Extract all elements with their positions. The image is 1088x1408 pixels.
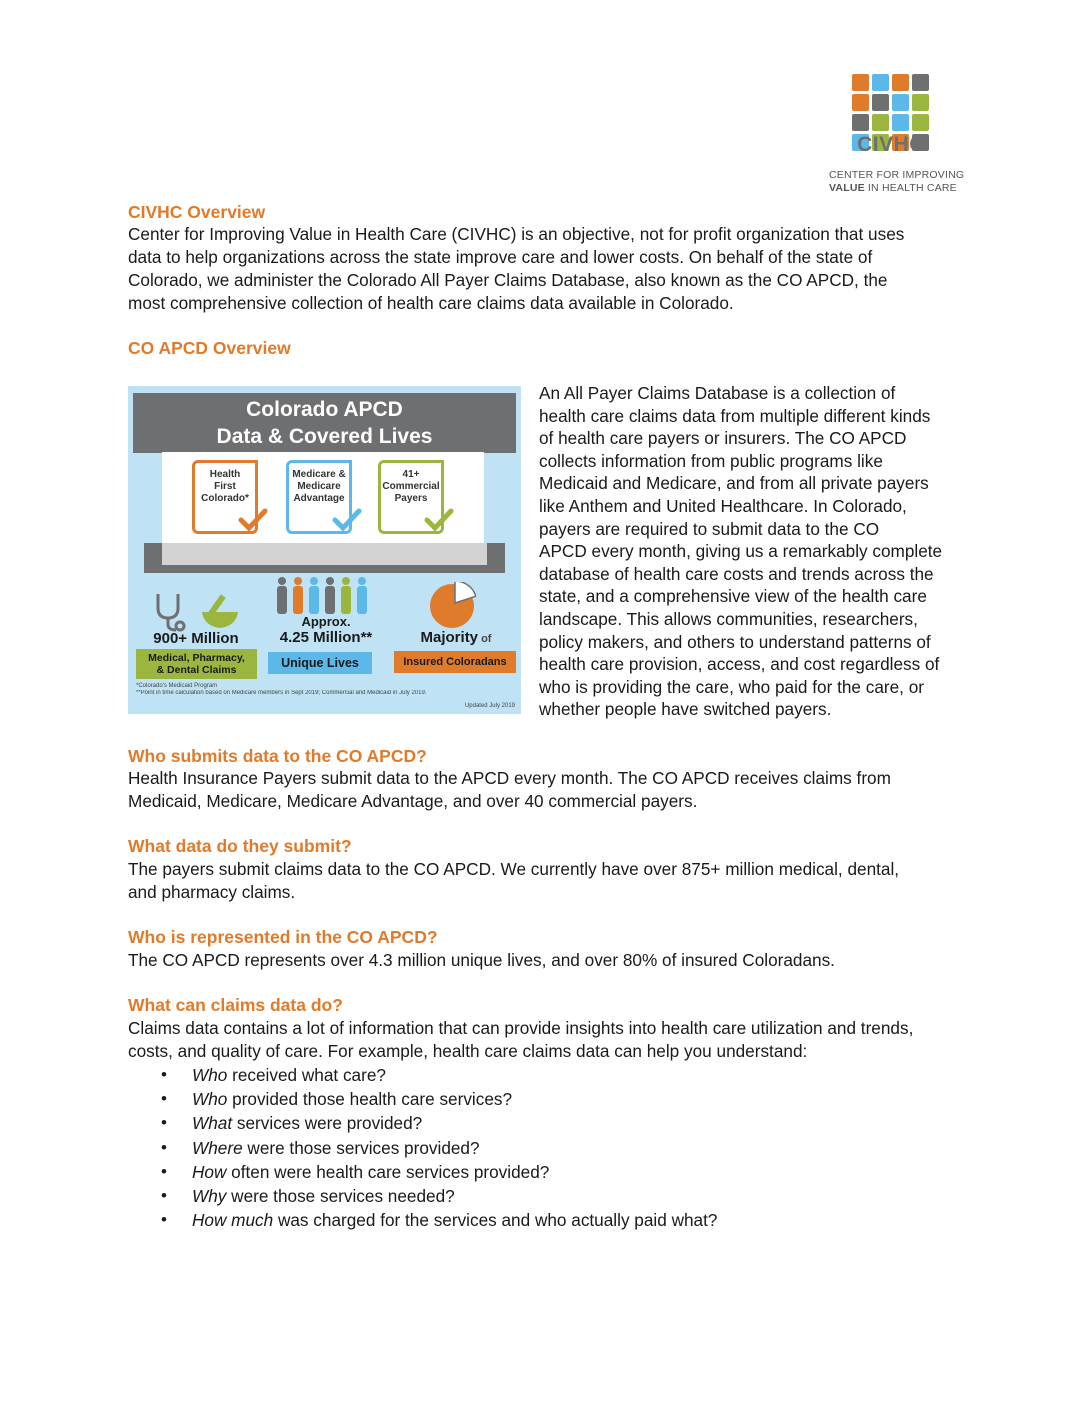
text-line: of health care payers or insurers. The CO APCD <box>539 428 907 449</box>
infographic-footnote-1: *Colorado's Medicaid Program <box>136 683 218 689</box>
text-line: The payers submit claims data to the CO APCD. We currently have over 875+ million medical, dental, <box>128 859 900 879</box>
list-item <box>128 1184 717 1208</box>
stat-claims-value: 900+ Million <box>153 630 239 647</box>
list-item <box>128 1160 717 1184</box>
text-line: state, and a comprehensive view of the health care <box>539 586 927 607</box>
apcd-overview-text <box>539 382 942 721</box>
card-text: Colorado* <box>201 493 249 504</box>
list-item-text: services were provided? <box>232 1113 423 1134</box>
list-item-emphasis: How much <box>192 1210 274 1231</box>
list-item <box>128 1087 717 1111</box>
mortar-pestle-icon <box>200 592 240 632</box>
logo-square <box>912 114 929 131</box>
what-data-text <box>128 858 899 904</box>
logo-square <box>872 94 889 111</box>
claims-do-heading: What can claims data do? <box>128 995 343 1015</box>
card-text: 41+ <box>402 469 420 480</box>
who-submits-text <box>128 767 891 813</box>
stat-lives-value: 4.25 Million** <box>279 629 373 646</box>
stethoscope-icon <box>152 592 188 632</box>
text-line: health care provision, access, and cost regardless of <box>539 654 940 675</box>
card-text: Medicare & <box>292 469 346 480</box>
list-item-text: were those services needed? <box>226 1186 455 1207</box>
stat-claims-label <box>136 649 257 679</box>
payer-cards <box>162 452 484 544</box>
list-item <box>128 1136 717 1160</box>
list-item-text: was charged for the services and who actually paid what? <box>273 1210 718 1231</box>
text-line: An All Payer Claims Database is a collection of <box>539 383 896 403</box>
logo-square <box>912 94 929 111</box>
text-line: costs, and quality of care. For example, health care claims data can help you understand: <box>128 1041 808 1061</box>
divider-bar-inner <box>162 543 487 565</box>
logo-square <box>892 74 909 91</box>
logo-square <box>872 114 889 131</box>
logo-square <box>892 94 909 111</box>
list-item-emphasis: How <box>192 1161 227 1182</box>
stat-lives-pre: Approx. <box>301 614 351 629</box>
text-line: policy makers, and others to understand patterns of <box>539 631 931 652</box>
stat-majority-value <box>394 629 518 646</box>
text-line: data to help organizations across the state improve care and lower costs. On behalf of the state of <box>128 247 873 267</box>
logo-tagline-rest: IN HEALTH CARE <box>864 182 957 194</box>
civhc-overview-heading: CIVHC Overview <box>128 202 266 222</box>
check-icon <box>238 508 268 532</box>
logo-square <box>912 74 929 91</box>
people-icon <box>274 576 370 616</box>
logo-wordmark: CIVHC <box>857 133 925 156</box>
stat-claims-label-line: Medical, Pharmacy, <box>148 652 245 664</box>
text-line: Claims data contains a lot of information that can provide insights into health care utilization and trends, <box>128 1018 914 1038</box>
text-line: Medicaid and Medicare, and from all private payers <box>539 473 929 494</box>
logo-square <box>852 94 869 111</box>
list-item-emphasis: Who <box>192 1089 228 1110</box>
list-item-emphasis: Who <box>192 1065 228 1085</box>
text-line: like Anthem and United Healthcare. In Colorado, <box>539 495 907 516</box>
text-line: Center for Improving Value in Health Care (CIVHC) is an objective, not for profit organization that uses <box>128 224 905 244</box>
list-item <box>128 1208 717 1232</box>
logo-square <box>892 114 909 131</box>
text-line: Colorado, we administer the Colorado All Payer Claims Database, also known as the CO APCD, the <box>128 270 888 290</box>
list-item-text: often were health care services provided? <box>226 1161 550 1182</box>
logo-tagline-2 <box>829 182 957 194</box>
infographic-title <box>133 393 516 453</box>
text-line: Medicaid, Medicare, Medicare Advantage, and over 40 commercial payers. <box>128 791 698 811</box>
logo-tagline-bold: VALUE <box>829 182 865 194</box>
check-icon <box>332 508 362 532</box>
stat-claims-label-line: & Dental Claims <box>156 664 237 676</box>
infographic-title-line2: Data & Covered Lives <box>216 425 433 448</box>
who-submits-heading: Who submits data to the CO APCD? <box>128 746 427 766</box>
majority-pie-icon <box>428 582 476 630</box>
logo-square <box>852 74 869 91</box>
text-line: database of health care costs and trends across the <box>539 563 934 584</box>
text-line: most comprehensive collection of health care claims data available in Colorado. <box>128 293 734 313</box>
card-text: Advantage <box>293 493 345 504</box>
list-item <box>128 1111 717 1135</box>
what-data-heading: What data do they submit? <box>128 836 352 856</box>
infographic-footnote-2: **Point in time calculation based on Medicare members in Sept 2019; Commercial and Medicaid in July 2019. <box>136 690 427 696</box>
text-line: health care claims data from multiple different kinds <box>539 405 931 426</box>
list-item-emphasis: What <box>192 1113 233 1134</box>
logo-tagline-1: CENTER FOR IMPROVING <box>829 169 965 181</box>
apcd-infographic <box>128 386 521 714</box>
card-text: First <box>214 481 236 492</box>
infographic-title-line1: Colorado APCD <box>246 398 403 421</box>
apcd-overview-heading: CO APCD Overview <box>128 338 291 358</box>
list-item-text: received what care? <box>227 1065 386 1085</box>
text-line: whether people have switched payers. <box>539 699 832 720</box>
civhc-overview-text <box>128 223 904 315</box>
list-item-emphasis: Why <box>192 1186 227 1207</box>
stat-majority-suffix: of <box>478 633 492 645</box>
claims-do-text <box>128 1017 913 1063</box>
who-represented-text <box>128 949 835 972</box>
text-line: payers are required to submit data to the CO <box>539 518 880 539</box>
text-line: and pharmacy claims. <box>128 882 296 902</box>
text-line: APCD every month, giving us a remarkably complete <box>539 541 943 562</box>
list-item <box>128 1063 717 1087</box>
stat-majority-label: Insured Coloradans <box>394 651 516 673</box>
claims-questions-list <box>128 1063 717 1232</box>
card-text: Medicare <box>297 481 341 492</box>
text-line: who is providing the care, who paid for the care, or <box>539 676 925 697</box>
stat-lives-label: Unique Lives <box>268 652 372 674</box>
card-text: Health <box>209 469 241 480</box>
who-represented-heading: Who is represented in the CO APCD? <box>128 927 438 947</box>
list-item-emphasis: Where <box>192 1137 243 1158</box>
card-text: Payers <box>394 493 428 504</box>
list-item-text: were those services provided? <box>242 1137 480 1158</box>
stat-majority-word: Majority <box>420 629 479 646</box>
check-icon <box>424 508 454 532</box>
logo-square <box>872 74 889 91</box>
list-item-text: provided those health care services? <box>227 1089 513 1110</box>
text-line: collects information from public programs like <box>539 450 883 471</box>
infographic-updated: Updated July 2019 <box>464 703 515 709</box>
text-line: The CO APCD represents over 4.3 million unique lives, and over 80% of insured Coloradans. <box>128 950 835 970</box>
text-line: Health Insurance Payers submit data to the APCD every month. The CO APCD receives claims from <box>128 768 891 788</box>
logo-square <box>852 114 869 131</box>
text-line: landscape. This allows communities, researchers, <box>539 608 918 629</box>
card-text: Commercial <box>382 481 440 492</box>
